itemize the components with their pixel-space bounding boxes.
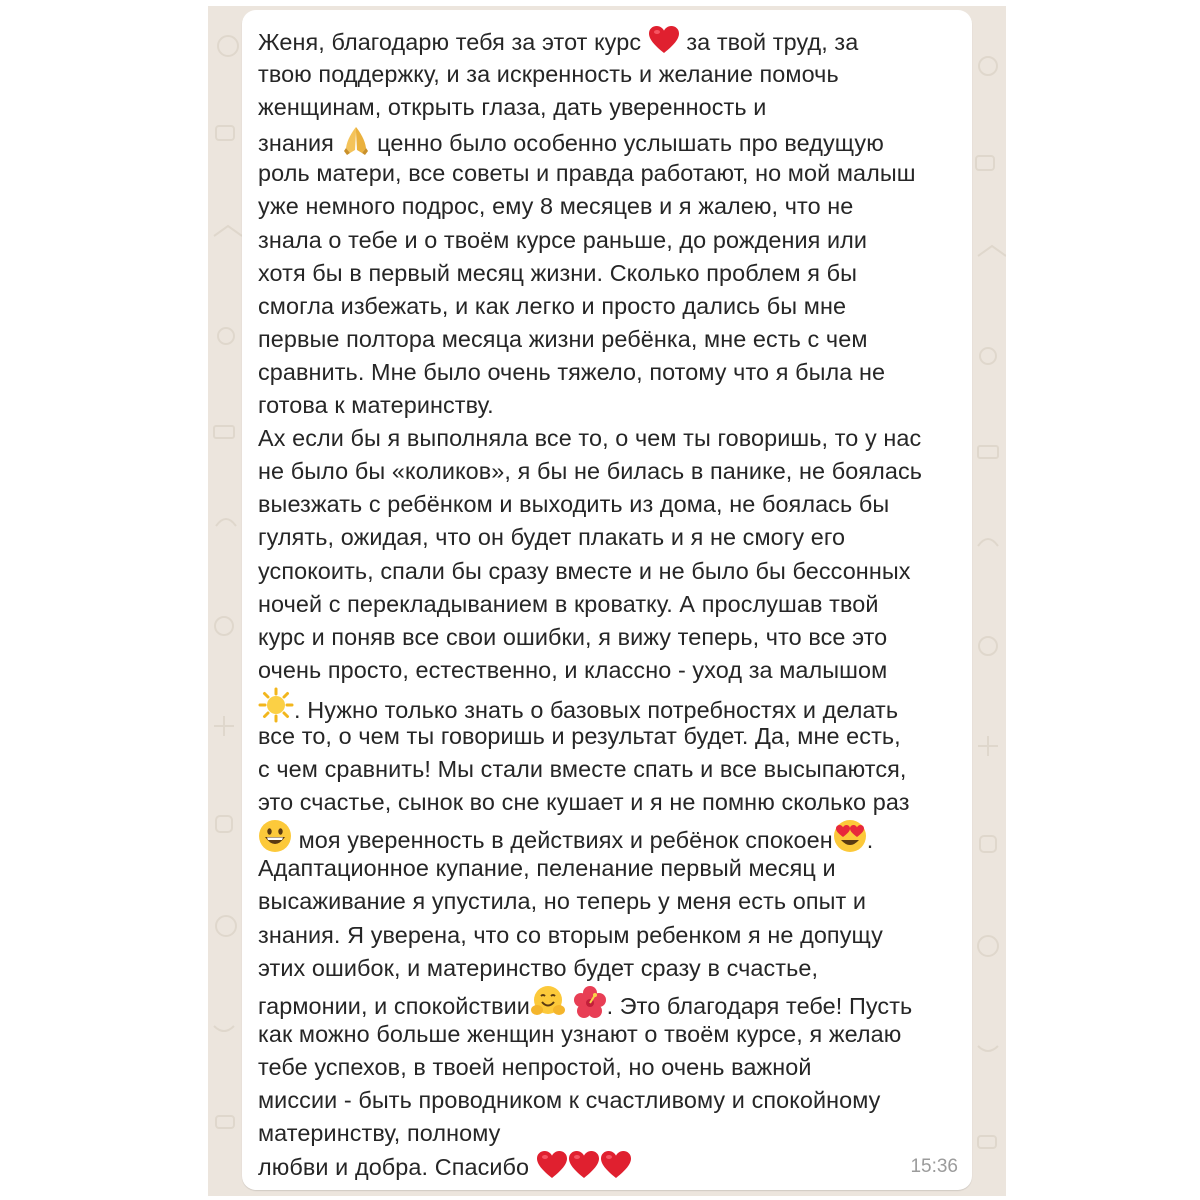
message-text-segment: этих ошибок, и материнство будет сразу в счастье,	[258, 954, 819, 981]
message-line	[258, 852, 962, 885]
message-line	[258, 654, 962, 687]
message-text-segment: моя уверенность в действиях и ребёнок спокоен	[292, 827, 833, 854]
heart-icon	[536, 1150, 568, 1180]
message-line	[258, 488, 962, 521]
message-text-segment: гармонии, и спокойствии	[258, 992, 530, 1019]
message-line	[258, 555, 962, 588]
message-line	[258, 91, 962, 124]
message-text-segment: любви и добра. Спасибо	[258, 1154, 536, 1181]
message-line	[258, 819, 962, 852]
message-text-segment: материнству, полному	[258, 1120, 501, 1147]
message-line	[258, 455, 962, 488]
message-line	[258, 290, 962, 323]
message-text-segment: . Нужно только знать о базовых потребностях и делать	[294, 696, 899, 723]
message-text-segment: тебе успехов, в твоей непростой, но очень важной	[258, 1053, 812, 1080]
message-line	[258, 58, 962, 91]
message-text-segment: за твой труд, за	[679, 29, 859, 55]
sun-icon	[258, 687, 294, 723]
message-text-segment: Женя, благодарю тебя за этот курс	[258, 29, 648, 55]
message-text-segment: смогла избежать, и как легко и просто дались бы мне	[258, 292, 847, 319]
message-line	[258, 720, 962, 753]
folded-hands-icon	[341, 124, 371, 156]
message-text-segment: очень просто, естественно, и классно - уход за малышом	[258, 656, 888, 683]
message-text-segment: уже немного подрос, ему 8 месяцев и я жалею, что не	[258, 193, 854, 220]
message-text-segment: ценно было особенно услышать про ведущую	[370, 130, 884, 157]
message-line	[258, 885, 962, 918]
heart-icon	[568, 1150, 600, 1180]
message-line	[258, 422, 962, 455]
message-line	[258, 521, 962, 554]
message-line	[258, 323, 962, 356]
message-text-segment: роль матери, все советы и правда работают, но мой малыш	[258, 160, 916, 187]
message-text-segment: высаживание я упустила, но теперь у меня есть опыт и	[258, 888, 867, 915]
message-timestamp: 15:36	[910, 1156, 958, 1177]
message-text-segment: готова к материнству.	[258, 392, 494, 419]
heart-eyes-face-icon	[833, 819, 867, 853]
message-text-segment: Адаптационное купание, пеленание первый месяц и	[258, 855, 836, 882]
message-bubble[interactable]	[242, 10, 972, 1190]
message-line	[258, 157, 962, 190]
message-text-segment: все то, о чем ты говоришь и результат будет. Да, мне есть,	[258, 722, 901, 749]
message-text-segment: как можно больше женщин узнают о твоём курсе, я желаю	[258, 1020, 902, 1047]
message-line	[258, 621, 962, 654]
heart-icon	[600, 1150, 632, 1180]
grinning-face-icon	[258, 819, 292, 853]
message-line	[258, 919, 962, 952]
message-line	[258, 257, 962, 290]
message-text-segment: . Это благодаря тебе! Пусть	[606, 992, 913, 1019]
message-text-segment: сравнить. Мне было очень тяжело, потому что я была не	[258, 358, 886, 385]
message-text-segment: выезжать с ребёнком и выходить из дома, не боялась бы	[258, 491, 890, 518]
message-text	[258, 25, 962, 1183]
chat-background	[208, 6, 1006, 1196]
message-line	[258, 224, 962, 257]
message-text-segment: женщинам, открыть глаза, дать уверенность и	[258, 94, 767, 121]
message-line	[258, 389, 962, 422]
message-text-segment: гулять, ожидая, что он будет плакать и я не смогу его	[258, 524, 846, 551]
message-line	[258, 1018, 962, 1051]
message-line	[258, 985, 962, 1018]
message-text-segment: знания. Я уверена, что со вторым ребенком я не допущу	[258, 921, 883, 948]
message-text-segment: знания	[258, 130, 341, 157]
message-text-segment: ночей с перекладыванием в кроватку. А прослушав твой	[258, 590, 879, 617]
message-line	[258, 1150, 962, 1183]
heart-icon	[648, 25, 680, 55]
message-line	[258, 25, 962, 58]
message-line	[258, 588, 962, 621]
message-text-segment: не было бы «коликов», я бы не билась в панике, не боялась	[258, 458, 923, 485]
message-line	[258, 952, 962, 985]
message-text-segment: это счастье, сынок во сне кушает и я не помню сколько раз	[258, 789, 910, 816]
message-line	[258, 356, 962, 389]
message-line	[258, 753, 962, 786]
message-text-segment: миссии - быть проводником к счастливому и спокойному	[258, 1087, 881, 1113]
message-text-segment: хотя бы в первый месяц жизни. Сколько проблем я бы	[258, 259, 858, 286]
message-text-segment: успокоить, спали бы сразу вместе и не было бы бессонных	[258, 557, 911, 584]
message-line	[258, 687, 962, 723]
message-text-segment: курс и поняв все свои ошибки, я вижу теперь, что все это	[258, 623, 888, 650]
message-line	[258, 1084, 962, 1117]
message-line	[258, 1051, 962, 1084]
message-line	[258, 1117, 962, 1150]
message-text-segment: Ах если бы я выполняла все то, о чем ты говоришь, то у нас	[258, 425, 922, 452]
hugging-face-icon	[530, 985, 566, 1019]
message-line	[258, 124, 962, 157]
hibiscus-icon	[573, 985, 607, 1019]
message-text-segment: твою поддержку, и за искренность и желание помочь	[258, 61, 839, 88]
message-line	[258, 786, 962, 819]
message-text-segment: с чем сравнить! Мы стали вместе спать и все высыпаются,	[258, 756, 907, 783]
message-text-segment: .	[866, 827, 874, 854]
message-text-segment: знала о тебе и о твоём курсе раньше, до рождения или	[258, 226, 868, 253]
message-text-segment	[566, 993, 573, 1019]
message-line	[258, 190, 962, 223]
message-text-segment: первые полтора месяца жизни ребёнка, мне есть с чем	[258, 325, 868, 352]
